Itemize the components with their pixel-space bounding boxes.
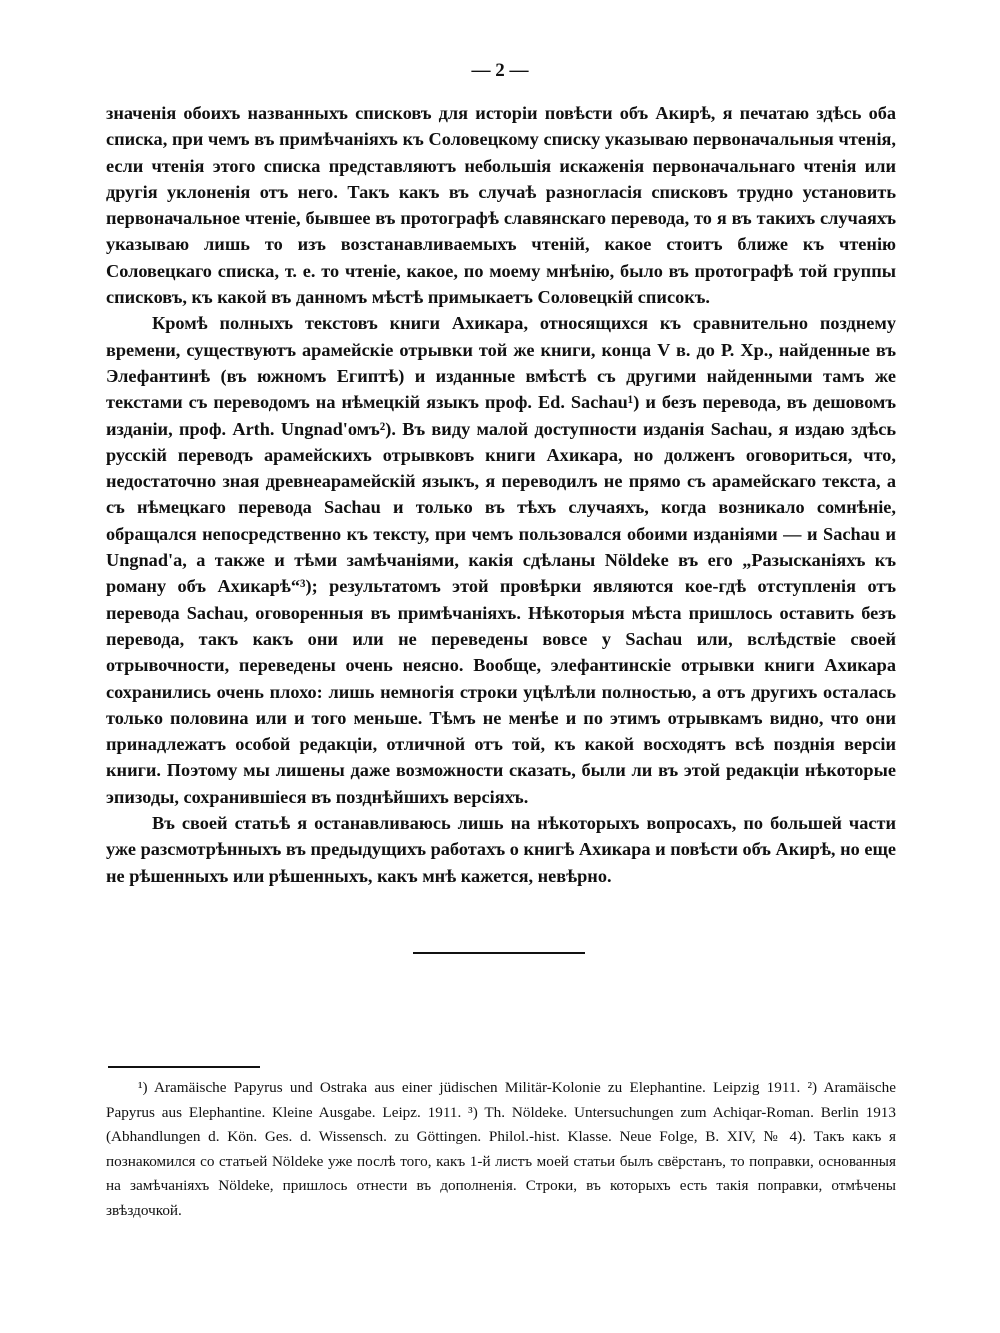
section-divider <box>413 952 585 954</box>
footnote-text: ¹) Aramäische Papyrus und Ostraka aus einer jüdischen Militär-Kolonie zu Elephantine. Leipzig 1911. ²) Aramäische Papyrus aus Elephantine. Kleine Ausgabe. Leipz. 1911. ³) Th. Nöldeke. Untersuchungen zum Achiqar-Roman. Berlin 1913 (Abhandlungen d. Kön. Ges. d. Wissensch. zu Göttingen. Philol.-hist. Klasse. Neue Folge, B. XIV, № 4). Такъ какъ я познакомился со статьей Nöldeke уже послѣ того, какъ 1-й листъ моей статьи былъ свёрстанъ, то поправки, основанныя на замѣчаніяхъ Nöldeke, пришлось отнести въ дополненія. Строки, въ которыхъ есть такія поправки, отмѣчены звѣздочкой. <box>106 1079 896 1219</box>
footnotes <box>106 1076 896 1224</box>
paragraph-1: значенія обоихъ названныхъ списковъ для исторіи повѣсти объ Акирѣ, я печатаю здѣсь оба списка, при чемъ въ примѣчаніяхъ къ Соловецкому списку указываю первоначальныя чтенія, если чтенія этого списка представляютъ небольшія искаженія первоначальнаго чтенія или другія уклоненія отъ него. Такъ какъ въ случаѣ разногласія списковъ трудно установить первоначальное чтеніе, бывшее въ протографѣ славянскаго перевода, то я въ такихъ случаяхъ указываю лишь то изъ возстанавливаемыхъ чтеній, какое стоитъ ближе къ чтенію Соловецкаго списка, т. е. то чтеніе, какое, по моему мнѣнію, было въ протографѣ той группы списковъ, къ какой въ данномъ мѣстѣ примыкаетъ Соловецкій списокъ. <box>106 103 896 308</box>
page-number: — 2 — <box>471 60 529 81</box>
paragraph-2: Кромѣ полныхъ текстовъ книги Ахикара, относящихся къ сравнительно позднему времени, существуютъ арамейскіе отрывки той же книги, конца V в. до Р. Хр., найденные въ Элефантинѣ (въ южномъ Египтѣ) и изданные вмѣстѣ съ другими найденными тамъ же текстами съ переводомъ на нѣмецкій языкъ проф. Ed. Sachau¹) и безъ перевода, въ дешовомъ изданіи, проф. Arth. Ungnad'омъ²). Въ виду малой доступности изданія Sachau, я издаю здѣсь русскій переводъ арамейскихъ отрывковъ книги Ахикара, но долженъ оговориться, что, недостаточно зная древнеарамейскій языкъ, я переводилъ не прямо съ арамейскаго текста, а съ нѣмецкаго перевода Sachau и только въ тѣхъ случаяхъ, когда возникало сомнѣніе, обращался непосредственно къ тексту, при чемъ пользовался обоими изданіями — и Sachau и Ungnad'a, а также и тѣми замѣчаніями, какія сдѣланы Nöldeke въ его „Разысканіяхъ къ роману объ Ахикарѣ“³); результатомъ этой провѣрки являются кое-гдѣ отступленія отъ перевода Sachau, оговоренныя въ примѣчаніяхъ. Нѣкоторыя мѣста пришлось оставить безъ перевода, такъ какъ они или не переведены вовсе у Sachau или, вслѣдствіе своей отрывочности, переведены очень неясно. Вообще, элефантинскіе отрывки книги Ахикара сохранились очень плохо: лишь немногія строки уцѣлѣли полностью, а отъ другихъ осталась только половина или и того меньше. Тѣмъ не менѣе и по этимъ отрывкамъ видно, что они принадлежатъ особой редакціи, отличной отъ той, къ какой восходятъ всѣ позднія версіи книги. Поэтому мы лишены даже возможности сказать, были ли въ этой редакціи нѣкоторые эпизоды, сохранившіеся въ позднѣйшихъ версіяхъ. <box>106 313 896 807</box>
main-text <box>106 100 896 889</box>
paragraph-3: Въ своей статьѣ я останавливаюсь лишь на нѣкоторыхъ вопросахъ, по большей части уже разсмотрѣнныхъ въ предыдущихъ работахъ о книгѣ Ахикара и повѣсти объ Акирѣ, но еще не рѣшенныхъ или рѣшенныхъ, какъ мнѣ кажется, невѣрно. <box>106 813 896 886</box>
footnote-rule <box>108 1066 260 1068</box>
